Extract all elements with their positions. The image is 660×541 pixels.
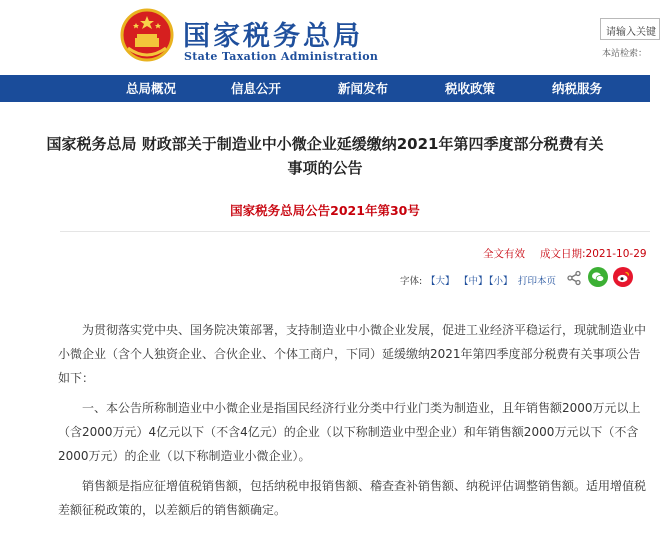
main-nav xyxy=(0,75,650,102)
national-emblem-icon xyxy=(120,8,174,62)
nav-item-overview[interactable]: 总局概况 xyxy=(126,81,177,96)
site-title-cn[interactable]: 国家税务总局 xyxy=(183,21,363,52)
issue-date xyxy=(540,246,647,261)
divider xyxy=(60,231,650,232)
font-size-label: 字体: xyxy=(400,276,423,287)
nav-item-news[interactable]: 新闻发布 xyxy=(338,81,389,96)
article-paragraph: 销售额是指应征增值税销售额，包括纳税申报销售额、稽查查补销售额、纳税评估调整销售额。适用增值税差额征税政策的，以差额后的销售额确定。 xyxy=(58,479,647,517)
validity-status: 全文有效 xyxy=(483,248,525,260)
font-small-button[interactable]: 【小】 xyxy=(484,276,513,287)
article-paragraph: 为贯彻落实党中央、国务院决策部署，支持制造业中小微企业发展，促进工业经济平稳运行，现就制造业中小微企业（含个人独资企业、合伙企业、个体工商户，下同）延缓缴纳2021年第四季度部分税费有关事项公告如下： xyxy=(58,323,647,385)
nav-item-info-disclosure[interactable]: 信息公开 xyxy=(231,81,282,96)
issue-date-value: 2021-10-29 xyxy=(585,248,647,260)
search-input[interactable]: 请输入关键 xyxy=(600,18,660,40)
site-title-en[interactable]: State Taxation Administration xyxy=(184,50,379,63)
site-search-label: 本站检索： xyxy=(602,49,648,59)
share-icon[interactable] xyxy=(566,270,582,286)
article-paragraph: 一、本公告所称制造业中小微企业是指国民经济行业分类中行业门类为制造业，且年销售额2000万元以上（含2000万元）4亿元以下（不含4亿元）的企业（以下称制造业中型企业）和年销售额2000万元以下（不含2000万元）的企业（以下称制造业小微企业）。 xyxy=(58,401,641,463)
weibo-icon[interactable] xyxy=(613,267,633,287)
wechat-icon[interactable] xyxy=(588,267,608,287)
site-header xyxy=(0,0,656,75)
document-number: 国家税务总局公告2021年第30号 xyxy=(230,203,420,218)
nav-item-taxpayer-service[interactable]: 纳税服务 xyxy=(552,81,603,96)
font-large-button[interactable]: 【大】 xyxy=(426,276,455,287)
nav-item-tax-policy[interactable]: 税收政策 xyxy=(445,81,496,96)
print-button[interactable]: 打印本页 xyxy=(518,276,557,287)
font-medium-button[interactable]: 【中】 xyxy=(459,276,488,287)
article-title: 国家税务总局 财政部关于制造业中小微企业延缓缴纳2021年第四季度部分税费有关事项的公告 xyxy=(46,135,604,177)
issue-date-label: 成文日期: xyxy=(540,248,586,260)
